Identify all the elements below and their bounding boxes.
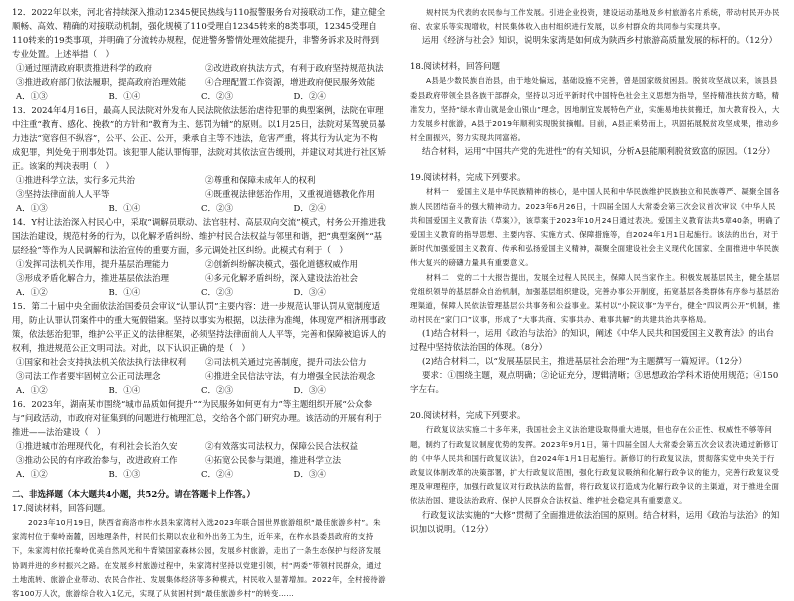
option: ②创新纠纷解决模式，强化道德权威作用 [205,260,359,270]
option: ③坚持法律面前人人平等 [16,190,110,200]
choice: D．③④ [293,386,326,396]
choice: D．③④ [293,470,326,480]
choice: B．①④ [108,386,141,396]
option-list [12,356,386,384]
question-15 [12,300,386,398]
option-list [12,258,386,286]
question-stem: 13．2024年4月16日，最高人民法院对外发布人民法院依法惩治虐待犯罪的典型案例，法院在审理中注重“教育、感化、挽救”的方针和“教育为主、惩罚为辅”的原则。以1月25日，法院对某驾驶员暴力违法“宽容但不纵容”，公平、公正、公开，秉承自主等不违法，危害严重，将其行为认定为不构成犯罪，判处免于刑事处罚。该犯罪人能认罪悔罪，法院对其依法宣告缓刑，并建议对其进行社区矫正。该案的判决表明（ ） [12,106,387,172]
question-requirement: 行政复议法实施的“大修”贯彻了全面推进依法治国的原则。结合材料，运用《政治与法治》的知识加以说明。（12分） [410,510,780,535]
choice-list [12,90,386,104]
material-text: 2023年10月19日，陕西省商洛市柞水县朱家湾村入选2023年联合国世界旅游组织“最佳旅游乡村”。朱家湾村位于秦岭南麓，因地理条件，村民们长期以农业和外出务工为生，近年来，在柞水县委县政府的支持下，朱家湾村依托秦岭优美自然风光和牛背梁国家森林公园，发展乡村旅游，走出了一条生态保护与经济发展协调并进的乡村振兴之路。在发展乡村旅游过程中，朱家湾村坚持以党建引领，村“两委”带领村民群众，通过土地流转、旅游企业带动、农民合作社、发展集体经济等多种模式，村民收入显著增加。2022年，全村接待游客100万人次，旅游综合收入1亿元，实现了从贫困村到“最佳旅游乡村”的转变…… [12,518,386,599]
choice: A．①③ [16,204,48,214]
question-requirement: (2)结合材料二，以“发展基层民主，推进基层社会治理”为主题撰写一篇短评。（12分） [422,357,747,368]
choice: B．①④ [108,288,141,298]
choice: C．②③ [201,386,234,396]
material-text: 规村民为代表的农民参与工作发展。引进企业投资，建设运动基地及乡村旅游名片系统，带动村民开办民宿、农家乐等实现增收，村民集体收入由村组织进行发展，以乡村群众的共同参与实现共享。 [410,8,780,32]
option: ②尊重和保障未成年人的权利 [205,176,316,186]
question-14 [12,216,386,300]
question-stem: 15．第二十届中央全面依法治国委员会审议“认罪认罚”主要内容：进一步规范认罪认罚从宽制度适用，防止认罪认罚案件中的重大冤假错案。坚持以事实为根据，以法律为准绳，体现宽严相济刑事政策，依法惩治犯罪，维护公平正义的法律框架，必须坚持法律面前人人平等，完善和保障被追诉人的权利，推进规范公正文明司法。对此，以下认识正确的是（ ） [12,302,387,354]
choice: D．③④ [293,288,326,298]
question-19-heading: 19.阅读材料，完成下列要求。 [410,173,526,184]
choice-list [12,202,386,216]
option-list [12,440,386,468]
question-requirement: (1)结合材料一，运用《政治与法治》的知识，阐述《中华人民共和国爱国主义教育法》的出台过程中坚持依法治国的体现。（8分） [410,329,775,354]
option: ④拓宽公民参与渠道，推进科学立法 [205,456,342,466]
choice: C．②④ [201,470,234,480]
material-text: 材料一 爱国主义是中华民族精神的核心，是中国人民和中华民族维护民族独立和民族尊严、凝聚全国各族人民团结奋斗的强大精神动力。2023年6月26日，十四届全国人大常委会第三次会议首次审议《中华人民共和国爱国主义教育法（草案）》，该草案于2023年10月24日通过表决。爱国主义教育法共5章40条，明确了爱国主义教育的指导思想、主要内容、实施方式、保障措施等，自2024年1月1日起施行。该法的出台，对于新时代加强爱国主义教育、传承和弘扬爱国主义精神，凝聚全面建设社会主义现代化国家、全面推进中华民族伟大复兴的磅礴力量具有重要意义。 [410,187,781,268]
choice: A．①② [16,470,48,480]
choice: C．②③ [201,204,234,214]
material-text: 行政复议法实施二十多年来，我国社会主义法治建设取得重大进展，但也存在公正性、权威性不够等问题，制约了行政复议制度优势的发挥。2023年9月1日，第十四届全国人大常委会第五次会议表决通过新修订的《中华人民共和国行政复议法》，自2024年1月1日起施行。新修订的行政复议法，贯彻落实党中央关于行政复议体制改革的决策部署，扩大行政复议范围，强化行政复议吸纳和化解行政争议的能力，完善行政复议受理及审理程序，加强行政复议对行政执法的监督，将行政复议打造成为化解行政争议的主渠道，对于推进全面依法治国、建设法治政府、保护人民群众合法权益、维护社会稳定具有重要意义。 [410,425,780,506]
option: ③形成矛盾化解合力，推进基层依法治理 [16,274,170,284]
question-16 [12,398,386,482]
choice-list [12,384,386,398]
option: ②司法机关通过完善制度，提升司法公信力 [205,358,367,368]
choice: D．②④ [293,204,326,214]
question-17-heading: 17.阅读材料，回答问题。 [12,504,111,514]
question-stem: 12．2022年以来，河北省持续深入推动12345便民热线与110报警服务台对接联动工作，建立健全顺畅、高效、精确的对接联动机制，强化规模了110受理自12345转来的8类事项，12345受理自110转来的19类事项，并明确了分流转办规程，促进警务警情处理效能提升，非警务诉求及时得到专业处置。上述举措（ ） [12,8,386,60]
question-12 [12,6,386,104]
choice-list [12,286,386,300]
option: ③司法工作者要牢固树立公正司法理念 [16,372,161,382]
option-list [12,62,386,90]
question-stem: 14．Y村让法治深入村民心中，采取“调解员联动、法官驻村、高层双向交流”模式，村务公开推进我国法治建设，规范村务的行为，以化解矛盾纠纷、维护村民合法权益与邻里和谐，把“典型案例”“基层经验”等作为人民调解和法治宣传的重要方面，多元调处社区纠纷。此模式有利于（ ） [12,218,386,256]
section-heading: 二、非选择题（本大题共4小题，共52分。请在答题卡上作答。） [12,490,255,500]
question-requirement: 要求：①围绕主题，观点明确；②论证充分，逻辑清晰；③思想政治学科术语使用规范；④150字左右。 [410,371,779,396]
question-requirement: 结合材料，运用“中国共产党的先进性”的有关知识，分析A县能顺利脱贫致富的原因。（12分） [422,147,775,158]
question-stem: 16．2023年，湖南某市围绕“城市品质如何提升”“为民服务如何更有力”等主题组织开展“公众参与”问政活动，市政府对征集到的问题进行梳理汇总，交给各个部门研究办理。该活动的开展有利于推进——法治建设（ ） [12,400,382,438]
option: ④多元化解矛盾纠纷，深入建设法治社会 [205,274,359,284]
choice: C．②③ [201,288,234,298]
choice: A．①② [16,288,48,298]
choice: D．②④ [293,92,326,102]
option: ①推进城市治理现代化，有利社会长治久安 [16,442,178,452]
option: ①通过厘清政府职责推进科学的政府 [16,64,153,74]
choice: C．②③ [201,92,234,102]
left-column [0,0,398,599]
option: ①推进科学立法，实行多元共治 [16,176,136,186]
material-text: 材料二 党的二十大报告提出，发展全过程人民民主，保障人民当家作主。积极发展基层民主，健全基层党组织领导的基层群众自治机制，加强基层组织建设，完善办事公开制度，拓宽基层各类群体有序参与基层治理渠道，保障人民依法管理基层公共事务和公益事业。某村以“小院议事”为平台，健全“四议两公开”机制，推动村民在“家门口”议事，形成了“大事共商、实事共办、难事共解”的共建共治共享格局。 [410,272,781,325]
choice: B．①④ [108,204,141,214]
material-text: A县是少数民族自治县，由于地处偏远，基础设施不完善，曾是国家级贫困县。脱贫攻坚战以来，该县县委县政府带领全县各族干部群众，坚持以习近平新时代中国特色社会主义思想为指导，坚持精准扶贫方略，精准发力，坚持“绿水青山就是金山银山”理念，因地制宜发展特色产业，实施易地扶贫搬迁，加大教育投入，大力发展乡村旅游，A县于2019年顺利实现脱贫摘帽。目前，A县正乘势而上，巩固拓展脱贫攻坚成果，推动乡村全面振兴，努力实现共同富裕。 [410,76,780,143]
question-13 [12,104,386,216]
choice: B．①③ [108,470,141,480]
choice: A．①③ [16,92,48,102]
question-18-heading: 18.阅读材料，回答问题 [410,62,501,73]
choice-list [12,468,386,482]
option: ③推进政府部门依法履职，提高政府治理效能 [16,78,187,88]
right-column [398,0,794,560]
option: ③推动公民的有序政治参与，改进政府工作 [16,456,178,466]
option: ②改进政府执法方式，有利于政府坚持规范执法 [205,64,384,74]
option-list [12,174,386,202]
option: ④推进全民信法守法，有力增强全民法治观念 [205,372,376,382]
choice: A．①② [16,386,48,396]
question-requirement: 运用《经济与社会》知识，说明朱家湾是如何成为陕西乡村旅游高质量发展的标杆的。（12分） [422,36,778,47]
option: ①发挥司法机关作用，提升基层治理能力 [16,260,170,270]
option: ④既重视法律惩治作用，又重视道德教化作用 [205,190,376,200]
question-20-heading: 20.阅读材料，完成下列要求。 [410,411,526,422]
choice: B．①④ [108,92,141,102]
option: ①国家和社会支持执法机关依法执行法律权利 [16,358,187,368]
option: ②有效落实司法权力，保障公民合法权益 [205,442,359,452]
option: ④合理配置工作资源，增进政府便民服务效能 [205,78,376,88]
